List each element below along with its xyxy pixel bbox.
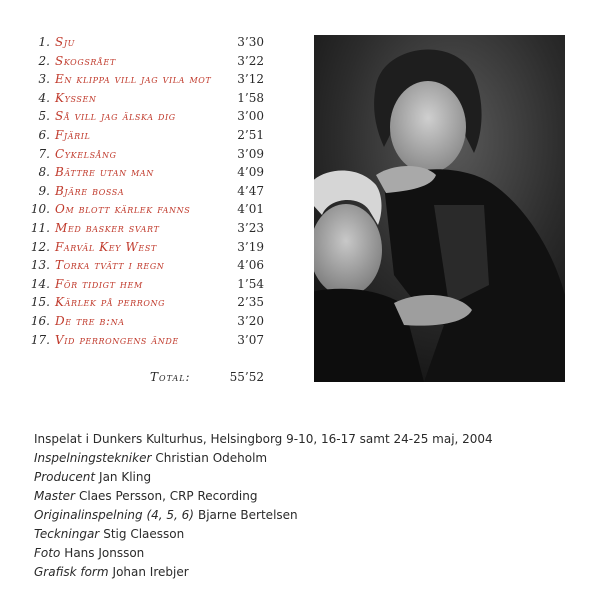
track-title: De tre b:na — [55, 313, 125, 328]
credit-name: Johan Irebjer — [112, 565, 189, 579]
track-row — [28, 70, 264, 89]
track-duration: 4’06 — [237, 258, 264, 273]
track-number: 12. — [30, 239, 50, 254]
track-number: 17. — [30, 332, 50, 347]
track-row — [28, 52, 264, 71]
credit-name: Jan Kling — [99, 470, 152, 484]
track-title: Vid perrongens ände — [55, 332, 179, 347]
track-number: 3. — [38, 72, 50, 87]
track-title: En klippa vill jag vila mot — [55, 72, 212, 87]
credit-role: Master — [34, 489, 75, 503]
credit-name: Claes Persson, CRP Recording — [78, 489, 258, 503]
track-number: 5. — [38, 109, 50, 124]
recording-info: Inspelat i Dunkers Kulturhus, Helsingborg 9-10, 16-17 samt 24-25 maj, 2004 — [34, 432, 493, 446]
track-duration: 2’35 — [237, 295, 264, 310]
track-title: Torka tvätt i regn — [55, 258, 165, 273]
track-duration: 3’20 — [237, 313, 264, 328]
track-number: 16. — [30, 313, 50, 328]
track-title: Cykelsång — [55, 146, 117, 161]
track-row — [28, 312, 264, 331]
track-number: 1. — [38, 35, 50, 49]
track-duration: 4’01 — [237, 202, 264, 217]
credits — [34, 430, 493, 582]
track-row — [28, 182, 264, 201]
track-row — [28, 33, 264, 52]
total-value: 55’52 — [229, 370, 264, 384]
credit-line — [34, 449, 493, 468]
track-row — [28, 107, 264, 126]
track-row — [28, 275, 264, 294]
credit-role: Foto — [34, 546, 61, 560]
track-number: 9. — [38, 183, 50, 198]
track-number: 6. — [38, 127, 50, 142]
track-duration: 3’22 — [237, 53, 264, 68]
track-number: 7. — [38, 146, 50, 161]
track-duration: 3’07 — [237, 332, 264, 347]
credit-line — [34, 468, 493, 487]
track-number: 10. — [30, 202, 50, 217]
track-row — [28, 163, 264, 182]
track-list — [28, 33, 264, 349]
credit-role: Grafisk form — [34, 565, 109, 579]
track-title: Kyssen — [55, 90, 97, 105]
artist-photo — [314, 35, 565, 382]
track-title: Med basker svart — [55, 220, 160, 235]
track-title: Bättre utan man — [55, 165, 154, 180]
track-number: 14. — [30, 276, 50, 291]
track-duration: 3’19 — [237, 239, 264, 254]
credit-line — [34, 506, 493, 525]
track-title: Bjäre bossa — [55, 183, 125, 198]
track-number: 8. — [38, 165, 50, 180]
track-row — [28, 331, 264, 350]
total-label: Total: — [150, 370, 191, 384]
track-number: 13. — [30, 258, 50, 273]
credit-role: Originalinspelning (4, 5, 6) — [34, 508, 194, 522]
track-title: Kärlek på perrong — [55, 295, 166, 310]
credit-line — [34, 563, 493, 582]
credit-name: Stig Claesson — [103, 527, 185, 541]
track-row — [28, 145, 264, 164]
artist-photo-illustration — [314, 35, 565, 382]
track-duration: 3’12 — [237, 72, 264, 87]
track-row — [28, 89, 264, 108]
track-row — [28, 293, 264, 312]
track-duration: 3’00 — [237, 109, 264, 124]
track-duration: 1’54 — [237, 276, 264, 291]
total-duration — [150, 370, 264, 384]
track-duration: 4’47 — [237, 183, 264, 198]
credit-role: Inspelningstekniker — [34, 451, 152, 465]
track-number: 4. — [38, 90, 50, 105]
track-row — [28, 200, 264, 219]
credit-name: Hans Jonsson — [64, 546, 145, 560]
track-number: 2. — [38, 53, 50, 68]
track-row — [28, 256, 264, 275]
credit-name: Bjarne Bertelsen — [197, 508, 298, 522]
credit-role: Producent — [34, 470, 96, 484]
track-title: Om blott kärlek fanns — [55, 202, 191, 217]
track-title: Sju — [55, 35, 75, 49]
track-duration: 3’09 — [237, 146, 264, 161]
credit-line — [34, 487, 493, 506]
track-title: För tidigt hem — [55, 276, 143, 291]
track-row — [28, 238, 264, 257]
track-title: Farväl Key West — [55, 239, 157, 254]
credit-role: Teckningar — [34, 527, 100, 541]
track-duration: 1’58 — [237, 90, 264, 105]
track-title: Fjäril — [55, 127, 91, 142]
track-duration: 3’30 — [237, 35, 264, 49]
track-title: Så vill jag älska dig — [55, 109, 176, 124]
track-title: Skogsrået — [55, 53, 116, 68]
credit-line — [34, 544, 493, 563]
track-number: 15. — [30, 295, 50, 310]
track-duration: 2’51 — [237, 127, 264, 142]
track-row — [28, 219, 264, 238]
track-duration: 3’23 — [237, 220, 264, 235]
credit-line — [34, 525, 493, 544]
track-row — [28, 126, 264, 145]
track-duration: 4’09 — [237, 165, 264, 180]
credit-name: Christian Odeholm — [155, 451, 268, 465]
track-number: 11. — [30, 220, 50, 235]
